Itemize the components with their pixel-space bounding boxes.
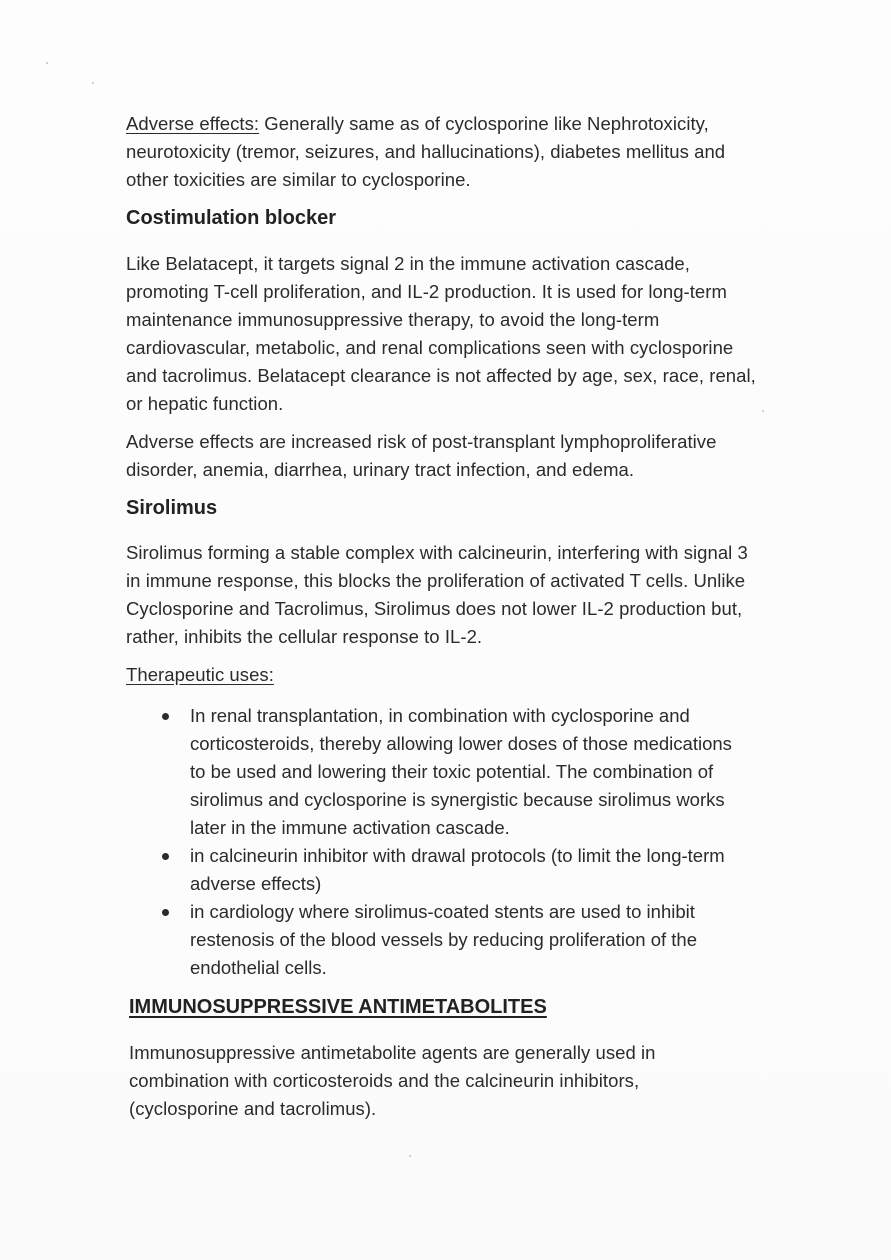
bullet-icon xyxy=(162,909,169,916)
adverse-effects-paragraph xyxy=(126,110,766,194)
antimetabolites-paragraph: Immunosuppressive antimetabolite agents are generally used in combination with corticosteroids and the calcineurin inhibitors, (cyclosporine and tacrolimus). xyxy=(129,1042,656,1119)
scan-speck xyxy=(409,1155,411,1157)
scan-speck xyxy=(92,82,94,84)
antimetabolites-heading: IMMUNOSUPPRESSIVE ANTIMETABOLITES xyxy=(129,996,547,1018)
list-item-text: in calcineurin inhibitor with drawal protocols (to limit the long-term adverse effects) xyxy=(190,845,725,894)
adverse-effects-label: Adverse effects: xyxy=(126,113,260,134)
scan-speck xyxy=(46,62,48,64)
costimulation-heading: Costimulation blocker xyxy=(126,207,337,229)
costimulation-paragraph-2: Adverse effects are increased risk of post-transplant lymphoproliferative disorder, anemia, diarrhea, urinary tract infection, and edema. xyxy=(126,431,717,480)
list-item xyxy=(190,898,750,982)
bullet-icon xyxy=(162,853,169,860)
list-item-text: In renal transplantation, in combination with cyclosporine and corticosteroids, thereby allowing lower doses of those medications to be used and lowering their toxic potential. The combination of sirolimus and cyclosporine is synergistic because sirolimus works later in the immune activation cascade. xyxy=(190,705,732,838)
list-item xyxy=(190,702,750,842)
costimulation-paragraph-1: Like Belatacept, it targets signal 2 in the immune activation cascade, promoting T-cell proliferation, and IL-2 production. It is used for long-term maintenance immunosuppressive therapy, to avoid the long-term cardiovascular, metabolic, and renal complications seen with cyclosporine and tacrolimus. Belatacept clearance is not affected by age, sex, race, renal, or hepatic function. xyxy=(126,253,756,414)
therapeutic-uses-list xyxy=(190,702,750,982)
bullet-icon xyxy=(162,713,169,720)
list-item xyxy=(190,842,750,898)
adverse-effects-text: Generally same as of cyclosporine like Nephrotoxicity, neurotoxicity (tremor, seizures, and hallucinations), diabetes mellitus and other toxicities are similar to cyclosporine. xyxy=(126,113,726,190)
list-item-text: in cardiology where sirolimus-coated stents are used to inhibit restenosis of the blood vessels by reducing proliferation of the endothelial cells. xyxy=(190,901,697,978)
therapeutic-uses-label: Therapeutic uses: xyxy=(126,664,274,685)
sirolimus-paragraph: Sirolimus forming a stable complex with calcineurin, interfering with signal 3 in immune response, this blocks the proliferation of activated T cells. Unlike Cyclosporine and Tacrolimus, Sirolimus does not lower IL-2 production but, rather, inhibits the cellular response to IL-2. xyxy=(126,542,748,647)
sirolimus-heading: Sirolimus xyxy=(126,497,218,519)
